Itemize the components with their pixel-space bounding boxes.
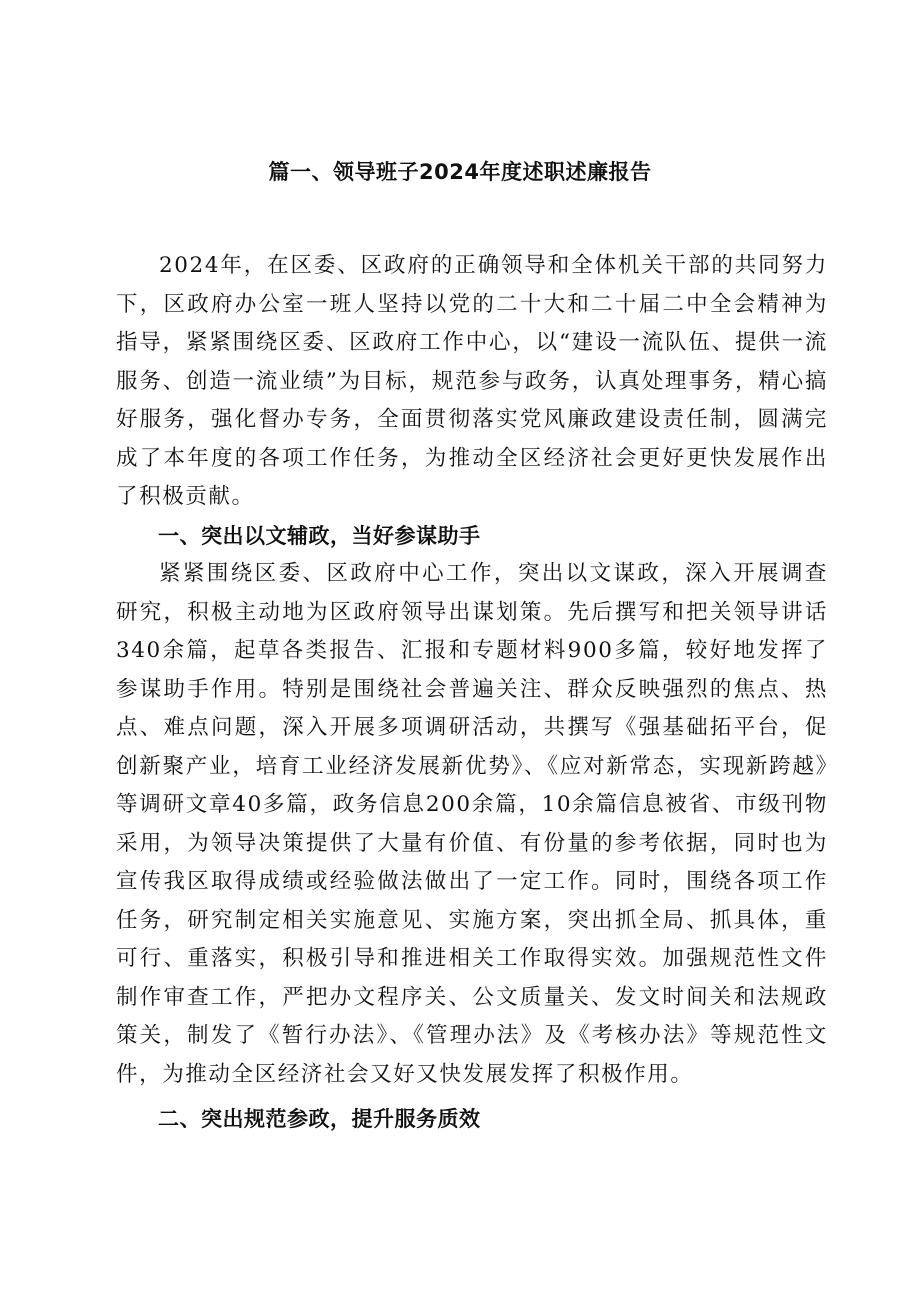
section-2-heading: 二、突出规范参政，提升服务质效 — [158, 1107, 481, 1131]
document-body — [116, 247, 828, 1139]
document-title: 篇一、领导班子2024年度述职述廉报告 — [268, 160, 652, 184]
section-1-heading: 一、突出以文辅政，当好参谋助手 — [158, 523, 481, 548]
intro-paragraph: 2024年，在区委、区政府的正确领导和全体机关干部的共同努力下，区政府办公室一班人坚持以党的二十大和二十届二中全会精神为指导，紧紧围绕区委、区政府工作中心，以“建设一流队伍、提供一流服务、创造一流业绩”为目标，规范参与政务，认真处理事务，精心搞好服务，强化督办专务，全面贯彻落实党风廉政建设责任制，圆满完成了本年度的各项工作任务，为推动全区经济社会更好更快发展作出了积极贡献。 — [116, 253, 828, 509]
section-1-paragraph: 紧紧围绕区委、区政府中心工作，突出以文谋政，深入开展调查研究，积极主动地为区政府领导出谋划策。先后撰写和把关领导讲话340余篇，起草各类报告、汇报和专题材料900多篇，较好地发挥了参谋助手作用。特别是围绕社会普遍关注、群众反映强烈的焦点、热点、难点问题，深入开展多项调研活动，共撰写《强基础拓平台，促创新聚产业，培育工业经济发展新优势》、《应对新常态，实现新跨越》等调研文章40多篇，政务信息200余篇，10余篇信息被省、市级刊物采用，为领导决策提供了大量有价值、有份量的参考依据，同时也为宣传我区取得成绩或经验做法做出了一定工作。同时，围绕各项工作任务，研究制定相关实施意见、实施方案，突出抓全局、抓具体，重可行、重落实，积极引导和推进相关工作取得实效。加强规范性文件制作审查工作，严把办文程序关、公文质量关、发文时间关和法规政策关，制发了《暂行办法》、《管理办法》及《考核办法》等规范性文件，为推动全区经济社会又好又快发展发挥了积极作用。 — [116, 561, 828, 1087]
